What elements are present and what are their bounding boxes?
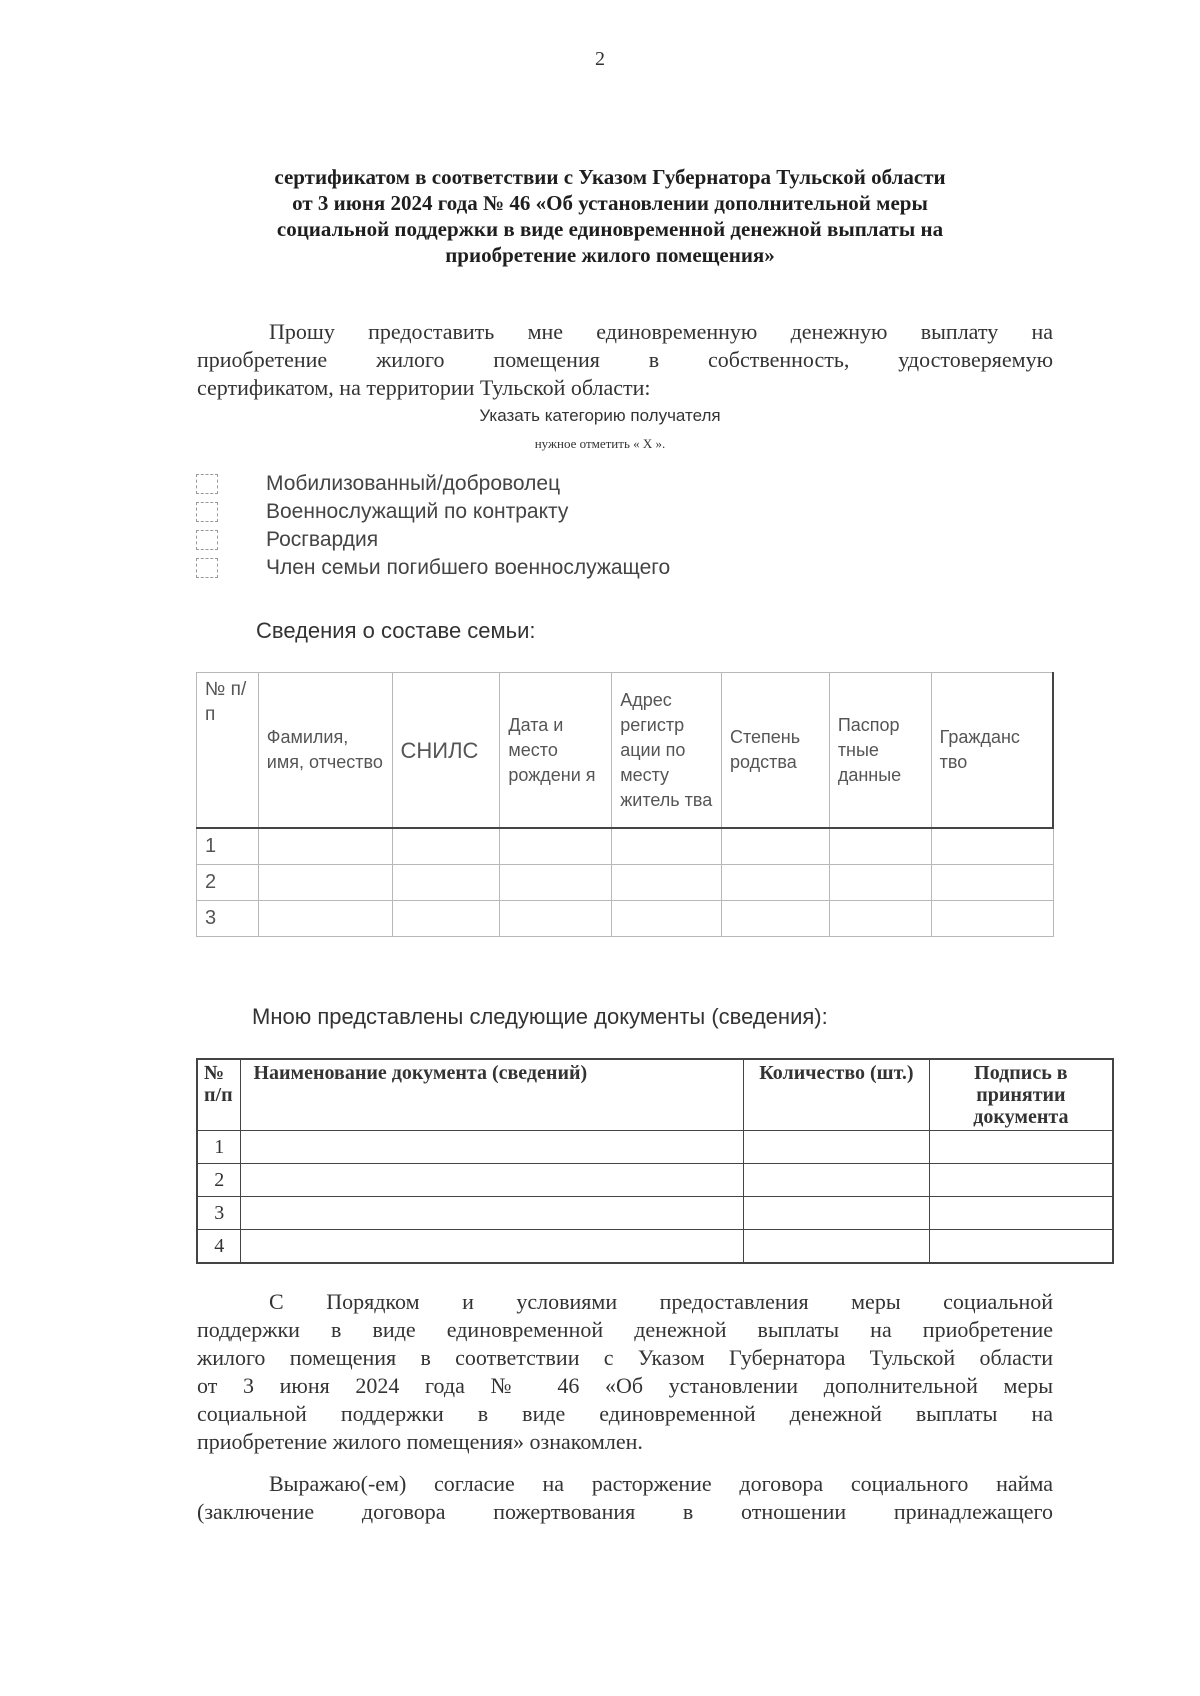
page-number: 2: [595, 48, 605, 70]
table-cell[interactable]: [612, 828, 722, 865]
paragraph-line: социальной поддержки в виде единовременной денежной выплаты на: [197, 1401, 1053, 1426]
paragraph-line: приобретение жилого помещения в собственность, удостоверяемую: [197, 347, 1053, 372]
paragraph-line: жилого помещения в соответствии с Указом Губернатора Тульской области: [197, 1345, 1053, 1370]
table-cell[interactable]: [931, 865, 1053, 901]
table-header-row: [197, 1059, 1113, 1131]
header-cell: № п/п: [197, 673, 259, 829]
title-line: социальной поддержки в виде единовременной денежной выплаты на: [276, 217, 944, 241]
header-cell: Адрес регистр ации по месту житель тва: [612, 673, 722, 829]
table-cell[interactable]: [721, 828, 829, 865]
row-number: 1: [197, 828, 259, 865]
category-option[interactable]: [196, 498, 670, 526]
checkbox[interactable]: [196, 558, 218, 578]
table-cell[interactable]: [929, 1230, 1113, 1264]
consent-paragraph: [197, 1470, 1053, 1526]
table-cell[interactable]: [721, 865, 829, 901]
table-cell[interactable]: [744, 1164, 930, 1197]
checkbox[interactable]: [196, 530, 218, 550]
table-cell[interactable]: [258, 828, 392, 865]
title-line: сертификатом в соответствии с Указом Губернатора Тульской области: [274, 165, 946, 189]
table-cell[interactable]: [744, 1197, 930, 1230]
header-cell: Подпись в принятии документа: [929, 1059, 1113, 1131]
table-row: [197, 901, 1054, 937]
paragraph-line: (заключение договора пожертвования в отношении принадлежащего: [197, 1499, 1053, 1524]
paragraph-line: поддержки в виде единовременной денежной выплаты на приобретение: [197, 1317, 1053, 1342]
paragraph-line: Выражаю(-ем) согласие на расторжение договора социального найма: [269, 1471, 1053, 1496]
table-cell[interactable]: [258, 901, 392, 937]
acknowledgement-paragraph: [197, 1288, 1053, 1456]
table-cell[interactable]: [612, 865, 722, 901]
family-heading: Сведения о составе семьи:: [256, 618, 536, 643]
category-hint: Указать категорию получателя: [479, 406, 721, 425]
header-cell: Степень родства: [721, 673, 829, 829]
table-cell[interactable]: [258, 865, 392, 901]
table-cell[interactable]: [744, 1230, 930, 1264]
header-cell: Гражданс тво: [931, 673, 1053, 829]
category-option[interactable]: [196, 470, 670, 498]
table-cell[interactable]: [500, 828, 612, 865]
header-cell: Дата и место рождени я: [500, 673, 612, 829]
table-cell[interactable]: [241, 1197, 744, 1230]
paragraph-line: сертификатом, на территории Тульской области:: [197, 375, 651, 400]
table-cell[interactable]: [721, 901, 829, 937]
table-header-row: [197, 673, 1054, 829]
mark-hint: нужное отметить « Х ».: [534, 436, 666, 451]
title-line: от 3 июня 2024 года № 46 «Об установлении дополнительной меры: [292, 191, 928, 215]
row-number: 2: [197, 1164, 241, 1197]
table-cell[interactable]: [931, 828, 1053, 865]
table-row: [197, 1197, 1113, 1230]
paragraph-line: от 3 июня 2024 года № 46 «Об установлении дополнительной меры: [197, 1373, 1053, 1398]
table-cell[interactable]: [241, 1230, 744, 1264]
table-cell[interactable]: [500, 901, 612, 937]
row-number: 3: [197, 901, 259, 937]
documents-heading: Мною представлены следующие документы (сведения):: [252, 1004, 828, 1029]
table-row: [197, 1230, 1113, 1264]
title-line: приобретение жилого помещения»: [445, 243, 775, 267]
table-row: [197, 828, 1054, 865]
table-cell[interactable]: [829, 828, 931, 865]
table-cell[interactable]: [392, 865, 500, 901]
category-option[interactable]: [196, 554, 670, 582]
header-cell: Наименование документа (сведений): [241, 1059, 744, 1131]
paragraph-line: приобретение жилого помещения» ознакомлен.: [197, 1429, 643, 1454]
paragraph-line: Прошу предоставить мне единовременную денежную выплату на: [269, 319, 1053, 344]
category-label: Член семьи погибшего военнослужащего: [266, 556, 671, 579]
table-cell[interactable]: [744, 1131, 930, 1164]
table-cell[interactable]: [929, 1164, 1113, 1197]
table-cell[interactable]: [612, 901, 722, 937]
category-label: Мобилизованный/доброволец: [266, 472, 561, 495]
table-cell[interactable]: [929, 1197, 1113, 1230]
document-title: [200, 164, 1020, 268]
category-label: Росгвардия: [266, 528, 379, 551]
table-cell[interactable]: [931, 901, 1053, 937]
header-cell: № п/п: [197, 1059, 241, 1131]
table-row: [197, 1131, 1113, 1164]
table-cell[interactable]: [929, 1131, 1113, 1164]
table-row: [197, 865, 1054, 901]
table-cell[interactable]: [392, 828, 500, 865]
request-paragraph: [197, 318, 1053, 402]
paragraph-line: С Порядком и условиями предоставления меры социальной: [269, 1289, 1053, 1314]
table-cell[interactable]: [241, 1131, 744, 1164]
family-table: [196, 672, 1054, 937]
row-number: 3: [197, 1197, 241, 1230]
table-cell[interactable]: [392, 901, 500, 937]
row-number: 4: [197, 1230, 241, 1264]
checkbox[interactable]: [196, 474, 218, 494]
row-number: 2: [197, 865, 259, 901]
table-cell[interactable]: [829, 865, 931, 901]
category-checklist: [196, 470, 670, 582]
checkbox[interactable]: [196, 502, 218, 522]
table-cell[interactable]: [500, 865, 612, 901]
category-option[interactable]: [196, 526, 670, 554]
header-cell: Фамилия, имя, отчество: [258, 673, 392, 829]
row-number: 1: [197, 1131, 241, 1164]
table-cell[interactable]: [241, 1164, 744, 1197]
header-cell: Количество (шт.): [744, 1059, 930, 1131]
table-row: [197, 1164, 1113, 1197]
documents-table: [196, 1058, 1114, 1264]
category-label: Военнослужащий по контракту: [266, 500, 569, 523]
table-cell[interactable]: [829, 901, 931, 937]
header-cell: СНИЛС: [392, 673, 500, 829]
header-cell: Паспор тные данные: [829, 673, 931, 829]
